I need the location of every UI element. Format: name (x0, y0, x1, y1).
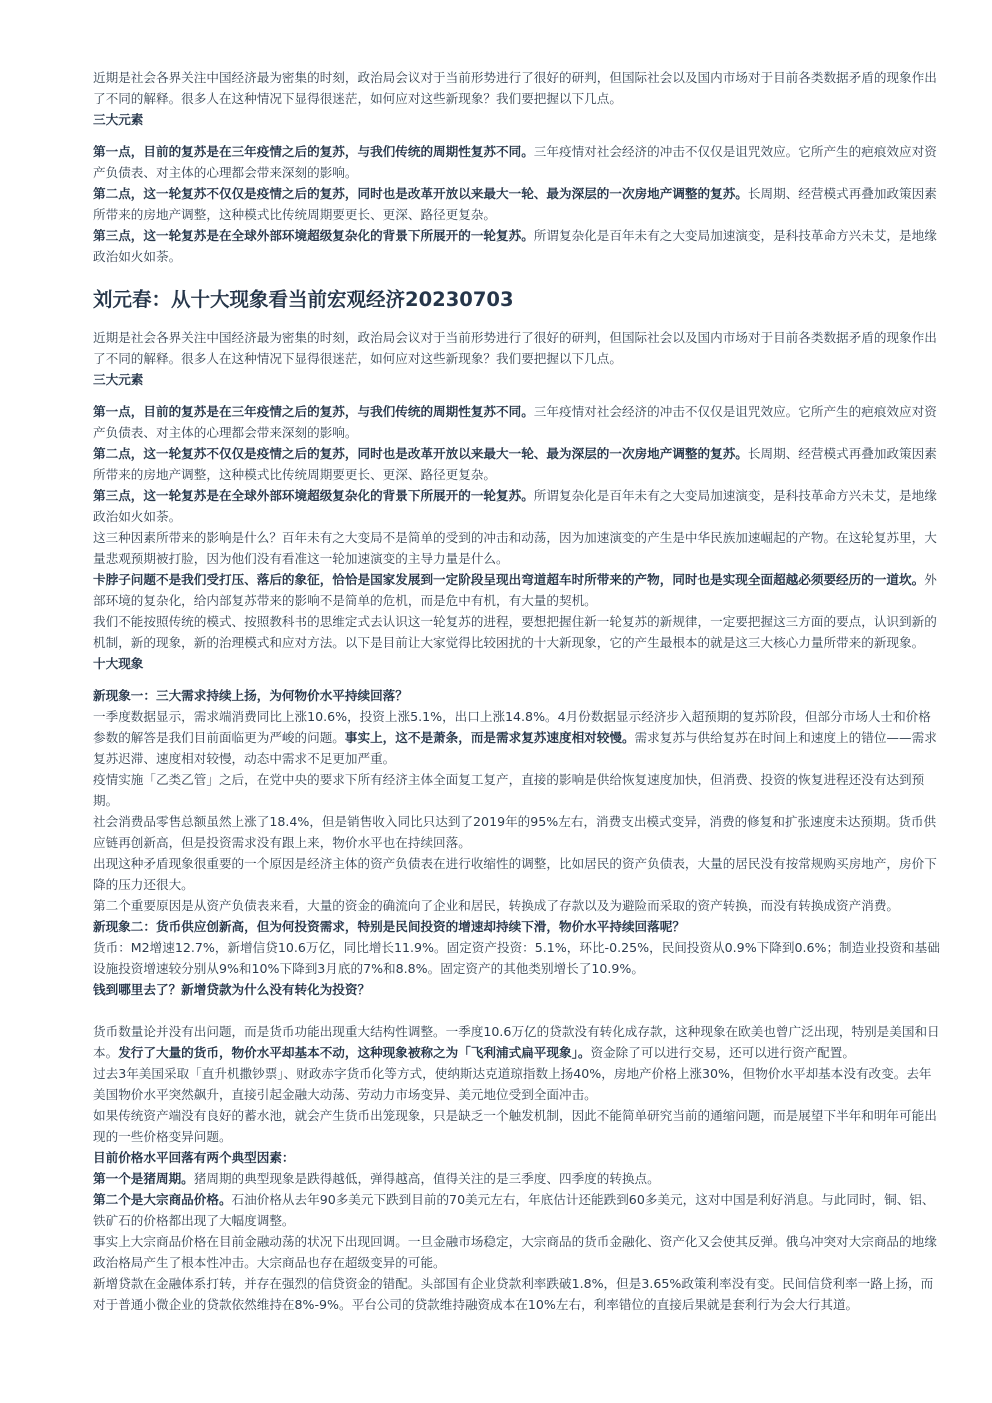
article-paragraph (93, 1021, 942, 1063)
point-text: 长周期、经营模式再叠加政策因素所带来的房地产调整，这种模式比传统周期要更长、更深、路径更复杂。 (93, 186, 937, 222)
paragraph-text: 石油价格从去年90多美元下跌到目前的70美元左右，年底估计还能跌到60多美元，这对中国是利好消息。与此同时，铜、铝、铁矿石的价格都出现了大幅度调整。 (93, 1192, 935, 1228)
article-title: 刘元春：从十大现象看当前宏观经济20230703 (93, 288, 514, 311)
subsection-heading: 目前价格水平回落有两个典型因素： (93, 1150, 295, 1165)
emphasis-bold: 发行了大量的货币，物价水平却基本不动，这种现象被称之为「飞利浦式扁平现象」。 (118, 1045, 591, 1060)
article-paragraph: 第二个重要原因是从资产负债表来看，大量的资金的确流向了企业和居民，转换成了存款以及为避险而采取的资产转换，而没有转换成资产消费。 (93, 898, 899, 913)
paragraph-text: 外部环境的复杂化，给内部复苏带来的影响不是简单的危机，而是危中有机，有大量的契机。 (93, 572, 937, 608)
intro-section (93, 67, 942, 267)
point-paragraph (93, 443, 942, 485)
article-paragraph: 事实上大宗商品价格在目前金融动荡的状况下出现回调。一旦金融市场稳定，大宗商品的货币金融化、资产化又会使其反弹。俄乌冲突对大宗商品的地缘政治格局产生了根本性冲击。大宗商品也存在超级变异的可能。 (93, 1234, 937, 1270)
point-paragraph (93, 141, 942, 183)
article-paragraph (93, 1168, 942, 1189)
emphasis-bold: 卡脖子问题不是我们受打压、落后的象征，恰恰是国家发展到一定阶段呈现出弯道超车时所带来的产物，同时也是实现全面超越必须要经历的一道坎。 (93, 572, 925, 587)
article-paragraph: 如果传统资产端没有良好的蓄水池，就会产生货币出笼现象，只是缺乏一个触发机制，因此不能简单研究当前的通缩问题，而是展望下半年和明年可能出现的一些价格变异问题。 (93, 1108, 937, 1144)
point-bold: 第一点，目前的复苏是在三年疫情之后的复苏，与我们传统的周期性复苏不同。 (93, 144, 534, 159)
article-paragraph: 新增贷款在金融体系打转，并存在强烈的信贷资金的错配。头部国有企业贷款利率跌破1.8%，但是3.65%政策利率没有变。民间信贷利率一路上扬，而对于普通小微企业的贷款依然维持在8%-9%。平台公司的贷款维持融资成本在10%左右，利率错位的直接后果就是套利行为会大行其道。 (93, 1276, 934, 1312)
paragraph-text: 需求复苏与供给复苏在时间上和速度上的错位——需求复苏迟滞、速度相对较慢，动态中需求不足更加严重。 (93, 730, 937, 766)
article-paragraph (93, 1189, 942, 1231)
point-text: 所谓复杂化是百年未有之大变局加速演变，是科技革命方兴未艾，是地缘政治如火如荼。 (93, 488, 937, 524)
emphasis-bold: 第二个是大宗商品价格。 (93, 1192, 232, 1207)
point-paragraph (93, 225, 942, 267)
point-paragraph (93, 183, 942, 225)
article-paragraph: 近期是社会各界关注中国经济最为密集的时刻，政治局会议对于当前形势进行了很好的研判，但国际社会以及国内市场对于目前各类数据矛盾的现象作出了不同的解释。很多人在这种情况下显得很迷茫，如何应对这些新现象？我们要把握以下几点。 (93, 330, 937, 366)
point-bold: 第二点，这一轮复苏不仅仅是疫情之后的复苏，同时也是改革开放以来最大一轮、最为深层的一次房地产调整的复苏。 (93, 186, 748, 201)
article-paragraph: 出现这种矛盾现象很重要的一个原因是经济主体的资产负债表在进行收缩性的调整，比如居民的资产负债表，大量的居民没有按常规购买房地产，房价下降的压力还很大。 (93, 856, 937, 892)
point-paragraph (93, 401, 942, 443)
point-bold: 第三点，这一轮复苏是在全球外部环境超级复杂化的背景下所展开的一轮复苏。 (93, 488, 534, 503)
section-heading-ten-phenomena: 十大现象 (93, 656, 144, 671)
subsection-heading: 钱到哪里去了？新增贷款为什么没有转化为投资？ (93, 982, 371, 997)
article-paragraph (93, 706, 942, 769)
article-body (93, 327, 942, 1315)
emphasis-bold: 第一个是猪周期。 (93, 1171, 194, 1186)
article-paragraph: 我们不能按照传统的模式、按照教科书的思维定式去认识这一轮复苏的进程，要想把握住新一轮复苏的新规律，一定要把握这三方面的要点，认识到新的机制，新的现象，新的治理模式和应对方法。以下是目前让大家觉得比较困扰的十大新现象，它的产生最根本的就是这三大核心力量所带来的新现象。 (93, 614, 937, 650)
point-text: 长周期、经营模式再叠加政策因素所带来的房地产调整，这种模式比传统周期要更长、更深、路径更复杂。 (93, 446, 937, 482)
paragraph-text: 资金除了可以进行交易，还可以进行资产配置。 (590, 1045, 855, 1060)
point-text: 三年疫情对社会经济的冲击不仅仅是诅咒效应。它所产生的疤痕效应对资产负债表、对主体的心理都会带来深刻的影响。 (93, 404, 937, 440)
intro-paragraph: 近期是社会各界关注中国经济最为密集的时刻，政治局会议对于当前形势进行了很好的研判，但国际社会以及国内市场对于目前各类数据矛盾的现象作出了不同的解释。很多人在这种情况下显得很迷茫，如何应对这些新现象？我们要把握以下几点。 (93, 70, 937, 106)
paragraph-text: 猪周期的典型现象是跌得越低，弹得越高，值得关注的是三季度、四季度的转换点。 (193, 1171, 660, 1186)
point-bold: 第二点，这一轮复苏不仅仅是疫情之后的复苏，同时也是改革开放以来最大一轮、最为深层的一次房地产调整的复苏。 (93, 446, 748, 461)
section-heading-three-elements: 三大元素 (93, 112, 144, 127)
phenomenon-heading: 新现象二：货币供应创新高，但为何投资需求，特别是民间投资的增速却持续下滑，物价水平持续回落呢？ (93, 919, 685, 934)
paragraph-text: 货币数量论并没有出问题，而是货币功能出现重大结构性调整。一季度10.6万亿的贷款没有转化成存款，这种现象在欧美也曾广泛出现，特别是美国和日本。 (93, 1024, 940, 1060)
article-paragraph: 货币：M2增速12.7%，新增信贷10.6万亿，同比增长11.9%。固定资产投资：5.1%，环比-0.25%，民间投资从0.9%下降到0.6%；制造业投资和基础设施投资增速较分别从9%和10%下降到3月底的7%和8.8%。固定资产的其他类别增长了10.9%。 (93, 940, 940, 976)
article-paragraph: 过去3年美国采取「直升机撒钞票」、财政赤字货币化等方式，使纳斯达克道琼指数上扬40%，房地产价格上涨30%，但物价水平却基本没有改变。去年美国物价水平突然飙升，直接引起金融大动荡、劳动力市场变异、美元地位受到全面冲击。 (93, 1066, 932, 1102)
article-paragraph: 疫情实施「乙类乙管」之后，在党中央的要求下所有经济主体全面复工复产，直接的影响是供给恢复速度加快，但消费、投资的恢复进程还没有达到预期。 (93, 772, 925, 808)
article-paragraph: 这三种因素所带来的影响是什么？百年未有之大变局不是简单的受到的冲击和动荡，因为加速演变的产生是中华民族加速崛起的产物。在这轮复苏里，大量悲观预期被打脸，因为他们没有看准这一轮加速演变的主导力量是什么。 (93, 530, 937, 566)
point-text: 所谓复杂化是百年未有之大变局加速演变，是科技革命方兴未艾，是地缘政治如火如荼。 (93, 228, 937, 264)
paragraph-text: 一季度数据显示，需求端消费同比上涨10.6%，投资上涨5.1%，出口上涨14.8%。4月份数据显示经济步入超预期的复苏阶段，但部分市场人士和价格参数的解答是我们目前面临更为严峻的问题。 (93, 709, 931, 745)
article-paragraph (93, 569, 942, 611)
article-paragraph: 社会消费品零售总额虽然上涨了18.4%，但是销售收入同比只达到了2019年的95%左右，消费支出模式变异，消费的修复和扩张速度未达预期。货币供应链再创新高，但是投资需求没有跟上来，物价水平也在持续回落。 (93, 814, 937, 850)
point-text: 三年疫情对社会经济的冲击不仅仅是诅咒效应。它所产生的疤痕效应对资产负债表、对主体的心理都会带来深刻的影响。 (93, 144, 937, 180)
point-paragraph (93, 485, 942, 527)
point-bold: 第一点，目前的复苏是在三年疫情之后的复苏，与我们传统的周期性复苏不同。 (93, 404, 534, 419)
emphasis-bold: 事实上，这不是萧条，而是需求复苏速度相对较慢。 (344, 730, 635, 745)
point-bold: 第三点，这一轮复苏是在全球外部环境超级复杂化的背景下所展开的一轮复苏。 (93, 228, 534, 243)
phenomenon-heading: 新现象一：三大需求持续上扬，为何物价水平持续回落？ (93, 688, 408, 703)
section-heading-three-elements: 三大元素 (93, 372, 144, 387)
